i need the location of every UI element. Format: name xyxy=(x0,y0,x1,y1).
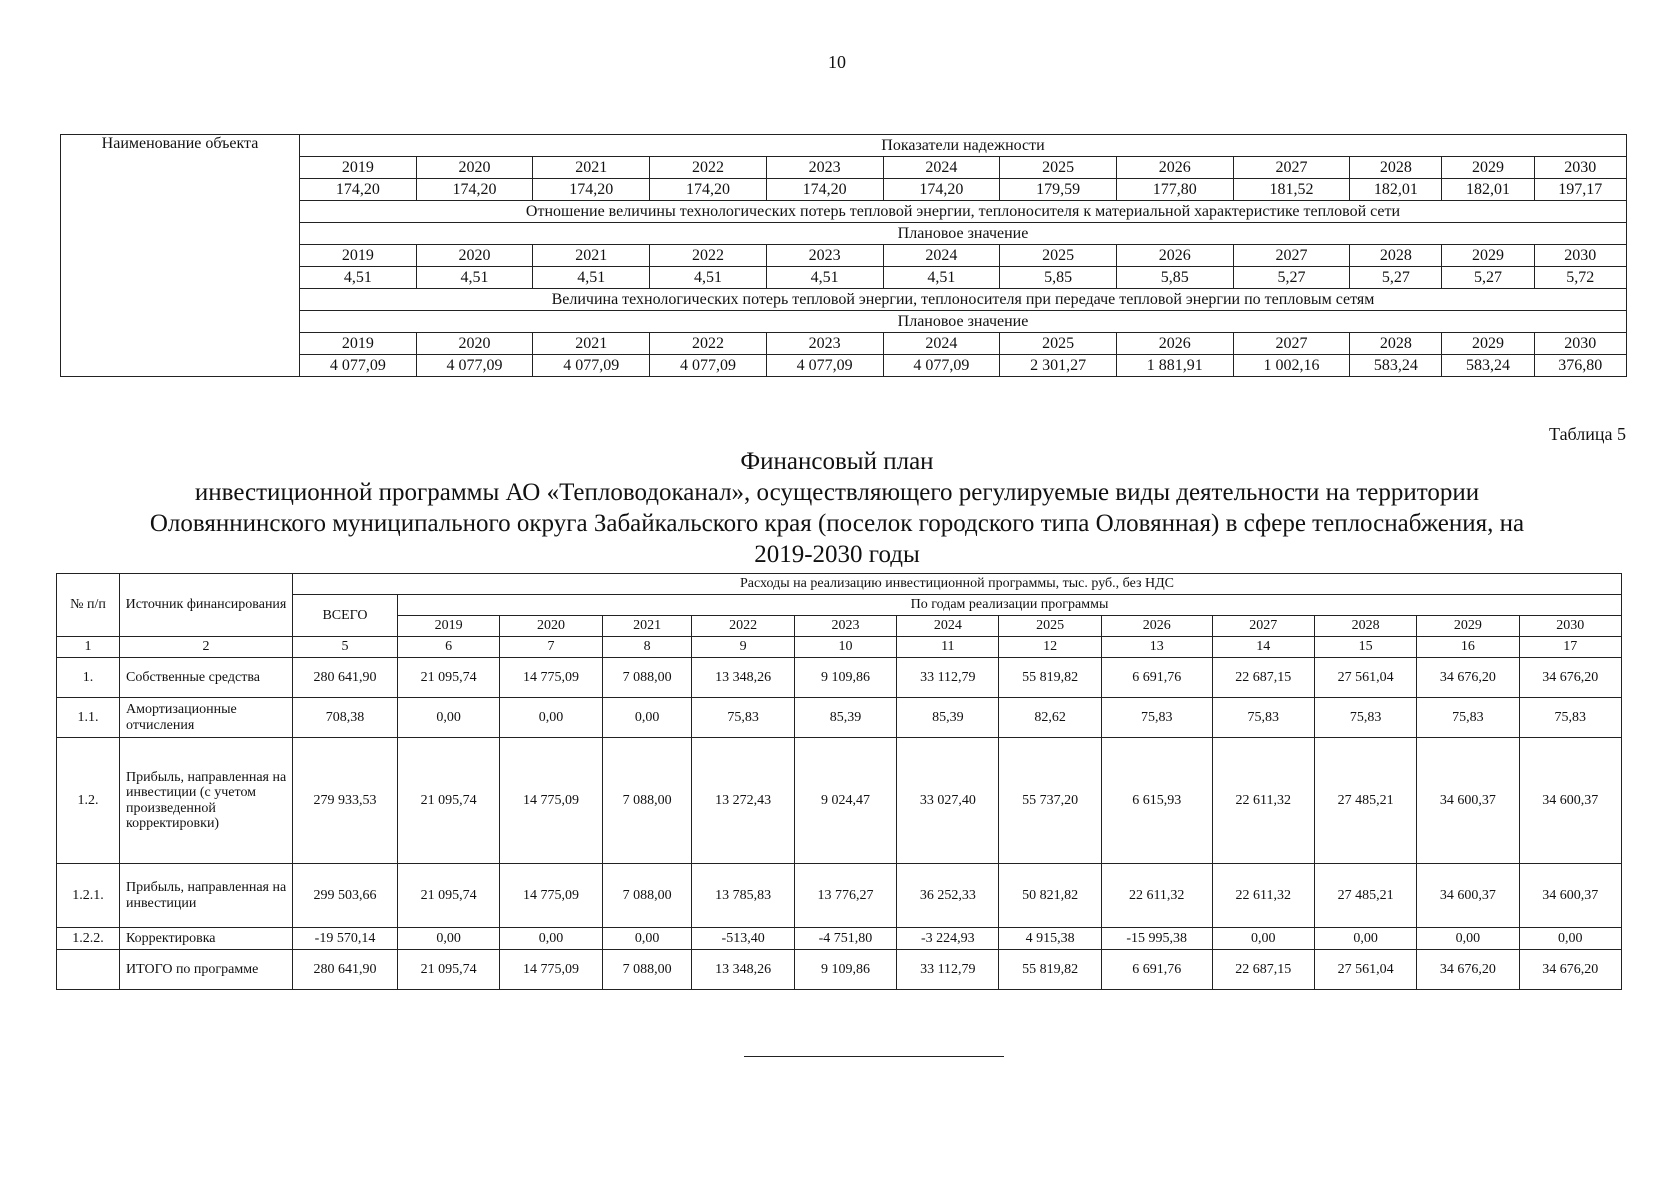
col-number-cell: 15 xyxy=(1314,637,1416,658)
row-value: 13 776,27 xyxy=(794,864,896,928)
row-total: 279 933,53 xyxy=(293,738,398,864)
year-cell: 2028 xyxy=(1350,157,1442,179)
col-number-cell: 17 xyxy=(1519,637,1621,658)
value-cell: 4 077,09 xyxy=(416,355,533,377)
year-cell: 2023 xyxy=(794,616,896,637)
title-line: инвестиционной программы АО «Тепловодоканал», осуществляющего регулируемые виды деятельности на территории xyxy=(194,479,1480,506)
year-cell: 2025 xyxy=(1000,333,1117,355)
row-value: 85,39 xyxy=(794,698,896,738)
row-value: 34 676,20 xyxy=(1519,950,1621,990)
row-value: 0,00 xyxy=(398,698,500,738)
row-value: 27 561,04 xyxy=(1314,950,1416,990)
row-value: 33 112,79 xyxy=(897,658,999,698)
col-number-cell: 5 xyxy=(293,637,398,658)
year-cell: 2025 xyxy=(999,616,1101,637)
row-value: 21 095,74 xyxy=(398,864,500,928)
row-source: Прибыль, направленная на инвестиции (с учетом произведенной корректировки) xyxy=(120,738,293,864)
value-cell: 5,27 xyxy=(1442,267,1534,289)
title-line: Оловяннинского муниципального округа Забайкальского края (поселок городского типа Оловянная) в сфере теплоснабжения, на xyxy=(149,510,1525,537)
row-value: 6 691,76 xyxy=(1101,658,1212,698)
row-value: 55 819,82 xyxy=(999,950,1101,990)
table-row xyxy=(57,738,1622,864)
footer-rule xyxy=(744,1056,1004,1057)
row-value: 22 611,32 xyxy=(1101,864,1212,928)
by-years-header: По годам реализации программы xyxy=(398,595,1622,616)
year-cell: 2025 xyxy=(1000,245,1117,267)
col-number-cell: 9 xyxy=(692,637,794,658)
value-cell: 5,85 xyxy=(1116,267,1233,289)
col-number-cell: 11 xyxy=(897,637,999,658)
title-line: Финансовый план xyxy=(740,448,934,475)
row-source: ИТОГО по программе xyxy=(120,950,293,990)
value-cell: 376,80 xyxy=(1534,355,1626,377)
row-number: 1. xyxy=(57,658,120,698)
value-cell: 4 077,09 xyxy=(300,355,417,377)
value-cell: 4,51 xyxy=(650,267,767,289)
row-value: 0,00 xyxy=(602,698,692,738)
row-value: 33 112,79 xyxy=(897,950,999,990)
year-cell: 2027 xyxy=(1233,333,1350,355)
col-number-cell: 16 xyxy=(1417,637,1519,658)
year-cell: 2028 xyxy=(1350,333,1442,355)
row-value: 21 095,74 xyxy=(398,950,500,990)
row-value: -15 995,38 xyxy=(1101,928,1212,950)
row-value: 21 095,74 xyxy=(398,738,500,864)
row-value: 21 095,74 xyxy=(398,658,500,698)
year-cell: 2019 xyxy=(300,333,417,355)
year-cell: 2019 xyxy=(300,157,417,179)
year-cell: 2027 xyxy=(1212,616,1314,637)
value-cell: 4 077,09 xyxy=(650,355,767,377)
row-value: 13 785,83 xyxy=(692,864,794,928)
reliability-table xyxy=(60,134,1627,377)
year-cell: 2029 xyxy=(1442,157,1534,179)
expenses-header: Расходы на реализацию инвестиционной программы, тыс. руб., без НДС xyxy=(293,574,1622,595)
row-value: 36 252,33 xyxy=(897,864,999,928)
section-title-row xyxy=(61,135,1627,157)
object-name-header: Наименование объекта xyxy=(61,135,300,377)
row-number: 1.2.2. xyxy=(57,928,120,950)
header-row xyxy=(57,574,1622,595)
section-title: Величина технологических потерь тепловой энергии, теплоносителя при передаче тепловой энергии по тепловым сетям xyxy=(300,289,1627,311)
row-value: 34 600,37 xyxy=(1417,864,1519,928)
year-cell: 2026 xyxy=(1116,157,1233,179)
row-value: 22 611,32 xyxy=(1212,864,1314,928)
row-value: 7 088,00 xyxy=(602,658,692,698)
value-cell: 1 002,16 xyxy=(1233,355,1350,377)
row-value: 0,00 xyxy=(500,698,602,738)
row-value: 9 024,47 xyxy=(794,738,896,864)
row-value: 7 088,00 xyxy=(602,950,692,990)
row-value: 85,39 xyxy=(897,698,999,738)
value-cell: 1 881,91 xyxy=(1116,355,1233,377)
row-value: 75,83 xyxy=(692,698,794,738)
row-source: Собственные средства xyxy=(120,658,293,698)
row-value: 34 600,37 xyxy=(1519,738,1621,864)
row-value: 14 775,09 xyxy=(500,658,602,698)
value-cell: 5,27 xyxy=(1350,267,1442,289)
row-value: 27 485,21 xyxy=(1314,738,1416,864)
year-cell: 2020 xyxy=(416,333,533,355)
row-value: 0,00 xyxy=(398,928,500,950)
source-header: Источник финансирования xyxy=(120,574,293,637)
year-cell: 2024 xyxy=(883,245,1000,267)
row-number: 1.2.1. xyxy=(57,864,120,928)
value-cell: 5,85 xyxy=(1000,267,1117,289)
row-value: 9 109,86 xyxy=(794,658,896,698)
value-cell: 4,51 xyxy=(416,267,533,289)
row-source: Прибыль, направленная на инвестиции xyxy=(120,864,293,928)
year-cell: 2022 xyxy=(650,333,767,355)
year-cell: 2023 xyxy=(766,245,883,267)
col-number-cell: 10 xyxy=(794,637,896,658)
year-cell: 2026 xyxy=(1116,333,1233,355)
row-value: 0,00 xyxy=(1212,928,1314,950)
row-source: Корректировка xyxy=(120,928,293,950)
value-cell: 4,51 xyxy=(533,267,650,289)
col-number-cell: 7 xyxy=(500,637,602,658)
value-cell: 5,27 xyxy=(1233,267,1350,289)
title-line: 2019-2030 годы xyxy=(754,541,920,568)
value-cell: 181,52 xyxy=(1233,179,1350,201)
year-cell: 2024 xyxy=(883,157,1000,179)
row-value: 50 821,82 xyxy=(999,864,1101,928)
value-cell: 174,20 xyxy=(300,179,417,201)
section-subtitle: Плановое значение xyxy=(300,311,1627,333)
table-row xyxy=(57,950,1622,990)
row-value: 75,83 xyxy=(1417,698,1519,738)
row-number: 1.2. xyxy=(57,738,120,864)
value-cell: 182,01 xyxy=(1442,179,1534,201)
year-cell: 2020 xyxy=(500,616,602,637)
row-value: 0,00 xyxy=(500,928,602,950)
year-cell: 2023 xyxy=(766,157,883,179)
value-cell: 4,51 xyxy=(300,267,417,289)
row-value: 13 272,43 xyxy=(692,738,794,864)
row-value: 14 775,09 xyxy=(500,738,602,864)
row-value: 55 737,20 xyxy=(999,738,1101,864)
section-title: Отношение величины технологических потерь тепловой энергии, теплоносителя к материальной характеристике тепловой сети xyxy=(300,201,1627,223)
row-value: 0,00 xyxy=(1417,928,1519,950)
row-value: -3 224,93 xyxy=(897,928,999,950)
row-value: 4 915,38 xyxy=(999,928,1101,950)
total-header: ВСЕГО xyxy=(293,595,398,637)
value-cell: 4,51 xyxy=(883,267,1000,289)
year-cell: 2027 xyxy=(1233,157,1350,179)
row-value: 14 775,09 xyxy=(500,864,602,928)
row-total: 280 641,90 xyxy=(293,658,398,698)
table-caption: Таблица 5 xyxy=(1549,424,1626,444)
year-cell: 2029 xyxy=(1442,333,1534,355)
year-cell: 2024 xyxy=(897,616,999,637)
value-cell: 179,59 xyxy=(1000,179,1117,201)
row-value: 82,62 xyxy=(999,698,1101,738)
row-total: 299 503,66 xyxy=(293,864,398,928)
row-value: 34 600,37 xyxy=(1417,738,1519,864)
year-cell: 2019 xyxy=(300,245,417,267)
year-cell: 2030 xyxy=(1519,616,1621,637)
row-value: 6 615,93 xyxy=(1101,738,1212,864)
year-cell: 2020 xyxy=(416,245,533,267)
value-cell: 182,01 xyxy=(1350,179,1442,201)
row-total: 280 641,90 xyxy=(293,950,398,990)
col-number-cell: 8 xyxy=(602,637,692,658)
row-value: 0,00 xyxy=(1519,928,1621,950)
value-cell: 174,20 xyxy=(766,179,883,201)
value-cell: 583,24 xyxy=(1442,355,1534,377)
value-cell: 197,17 xyxy=(1534,179,1626,201)
year-cell: 2021 xyxy=(533,333,650,355)
year-cell: 2027 xyxy=(1233,245,1350,267)
row-value: 13 348,26 xyxy=(692,658,794,698)
row-value: 75,83 xyxy=(1212,698,1314,738)
col-number-cell: 13 xyxy=(1101,637,1212,658)
row-value: 33 027,40 xyxy=(897,738,999,864)
year-cell: 2024 xyxy=(883,333,1000,355)
row-value: 34 676,20 xyxy=(1417,950,1519,990)
year-cell: 2022 xyxy=(650,157,767,179)
row-value: 22 687,15 xyxy=(1212,950,1314,990)
finance-table xyxy=(56,573,1622,990)
row-value: 34 600,37 xyxy=(1519,864,1621,928)
year-cell: 2030 xyxy=(1534,157,1626,179)
value-cell: 5,72 xyxy=(1534,267,1626,289)
row-value: -513,40 xyxy=(692,928,794,950)
col-number-cell: 12 xyxy=(999,637,1101,658)
value-cell: 4 077,09 xyxy=(766,355,883,377)
value-cell: 174,20 xyxy=(650,179,767,201)
col-number-cell: 1 xyxy=(57,637,120,658)
year-cell: 2030 xyxy=(1534,245,1626,267)
table-row xyxy=(57,698,1622,738)
row-total: -19 570,14 xyxy=(293,928,398,950)
value-cell: 174,20 xyxy=(533,179,650,201)
year-cell: 2021 xyxy=(602,616,692,637)
row-value: -4 751,80 xyxy=(794,928,896,950)
value-cell: 583,24 xyxy=(1350,355,1442,377)
value-cell: 174,20 xyxy=(883,179,1000,201)
document-title xyxy=(40,446,1634,570)
year-cell: 2026 xyxy=(1116,245,1233,267)
section-subtitle: Плановое значение xyxy=(300,223,1627,245)
value-cell: 2 301,27 xyxy=(1000,355,1117,377)
year-cell: 2023 xyxy=(766,333,883,355)
section-title: Показатели надежности xyxy=(300,135,1627,157)
year-cell: 2029 xyxy=(1417,616,1519,637)
row-value: 14 775,09 xyxy=(500,950,602,990)
row-value: 22 687,15 xyxy=(1212,658,1314,698)
col-number-row xyxy=(57,637,1622,658)
col-number-cell: 6 xyxy=(398,637,500,658)
page-number: 10 xyxy=(828,52,846,72)
table-row xyxy=(57,864,1622,928)
table-row xyxy=(57,928,1622,950)
row-number: 1.1. xyxy=(57,698,120,738)
value-cell: 174,20 xyxy=(416,179,533,201)
row-value: 75,83 xyxy=(1314,698,1416,738)
num-header: № п/п xyxy=(57,574,120,637)
value-cell: 4 077,09 xyxy=(883,355,1000,377)
row-value: 13 348,26 xyxy=(692,950,794,990)
year-cell: 2021 xyxy=(533,245,650,267)
value-cell: 4,51 xyxy=(766,267,883,289)
row-value: 34 676,20 xyxy=(1417,658,1519,698)
row-value: 7 088,00 xyxy=(602,738,692,864)
row-number xyxy=(57,950,120,990)
year-cell: 2022 xyxy=(692,616,794,637)
year-cell: 2028 xyxy=(1350,245,1442,267)
year-cell: 2030 xyxy=(1534,333,1626,355)
row-value: 0,00 xyxy=(602,928,692,950)
col-number-cell: 2 xyxy=(120,637,293,658)
row-value: 9 109,86 xyxy=(794,950,896,990)
col-number-cell: 14 xyxy=(1212,637,1314,658)
row-value: 27 561,04 xyxy=(1314,658,1416,698)
year-cell: 2026 xyxy=(1101,616,1212,637)
year-cell: 2020 xyxy=(416,157,533,179)
row-source: Амортизационные отчисления xyxy=(120,698,293,738)
row-value: 22 611,32 xyxy=(1212,738,1314,864)
table-row xyxy=(57,658,1622,698)
row-total: 708,38 xyxy=(293,698,398,738)
year-cell: 2025 xyxy=(1000,157,1117,179)
row-value: 75,83 xyxy=(1519,698,1621,738)
year-cell: 2021 xyxy=(533,157,650,179)
year-cell: 2019 xyxy=(398,616,500,637)
row-value: 55 819,82 xyxy=(999,658,1101,698)
row-value: 6 691,76 xyxy=(1101,950,1212,990)
row-value: 27 485,21 xyxy=(1314,864,1416,928)
year-cell: 2028 xyxy=(1314,616,1416,637)
row-value: 75,83 xyxy=(1101,698,1212,738)
row-value: 7 088,00 xyxy=(602,864,692,928)
row-value: 0,00 xyxy=(1314,928,1416,950)
value-cell: 4 077,09 xyxy=(533,355,650,377)
value-cell: 177,80 xyxy=(1116,179,1233,201)
row-value: 34 676,20 xyxy=(1519,658,1621,698)
year-cell: 2022 xyxy=(650,245,767,267)
year-cell: 2029 xyxy=(1442,245,1534,267)
